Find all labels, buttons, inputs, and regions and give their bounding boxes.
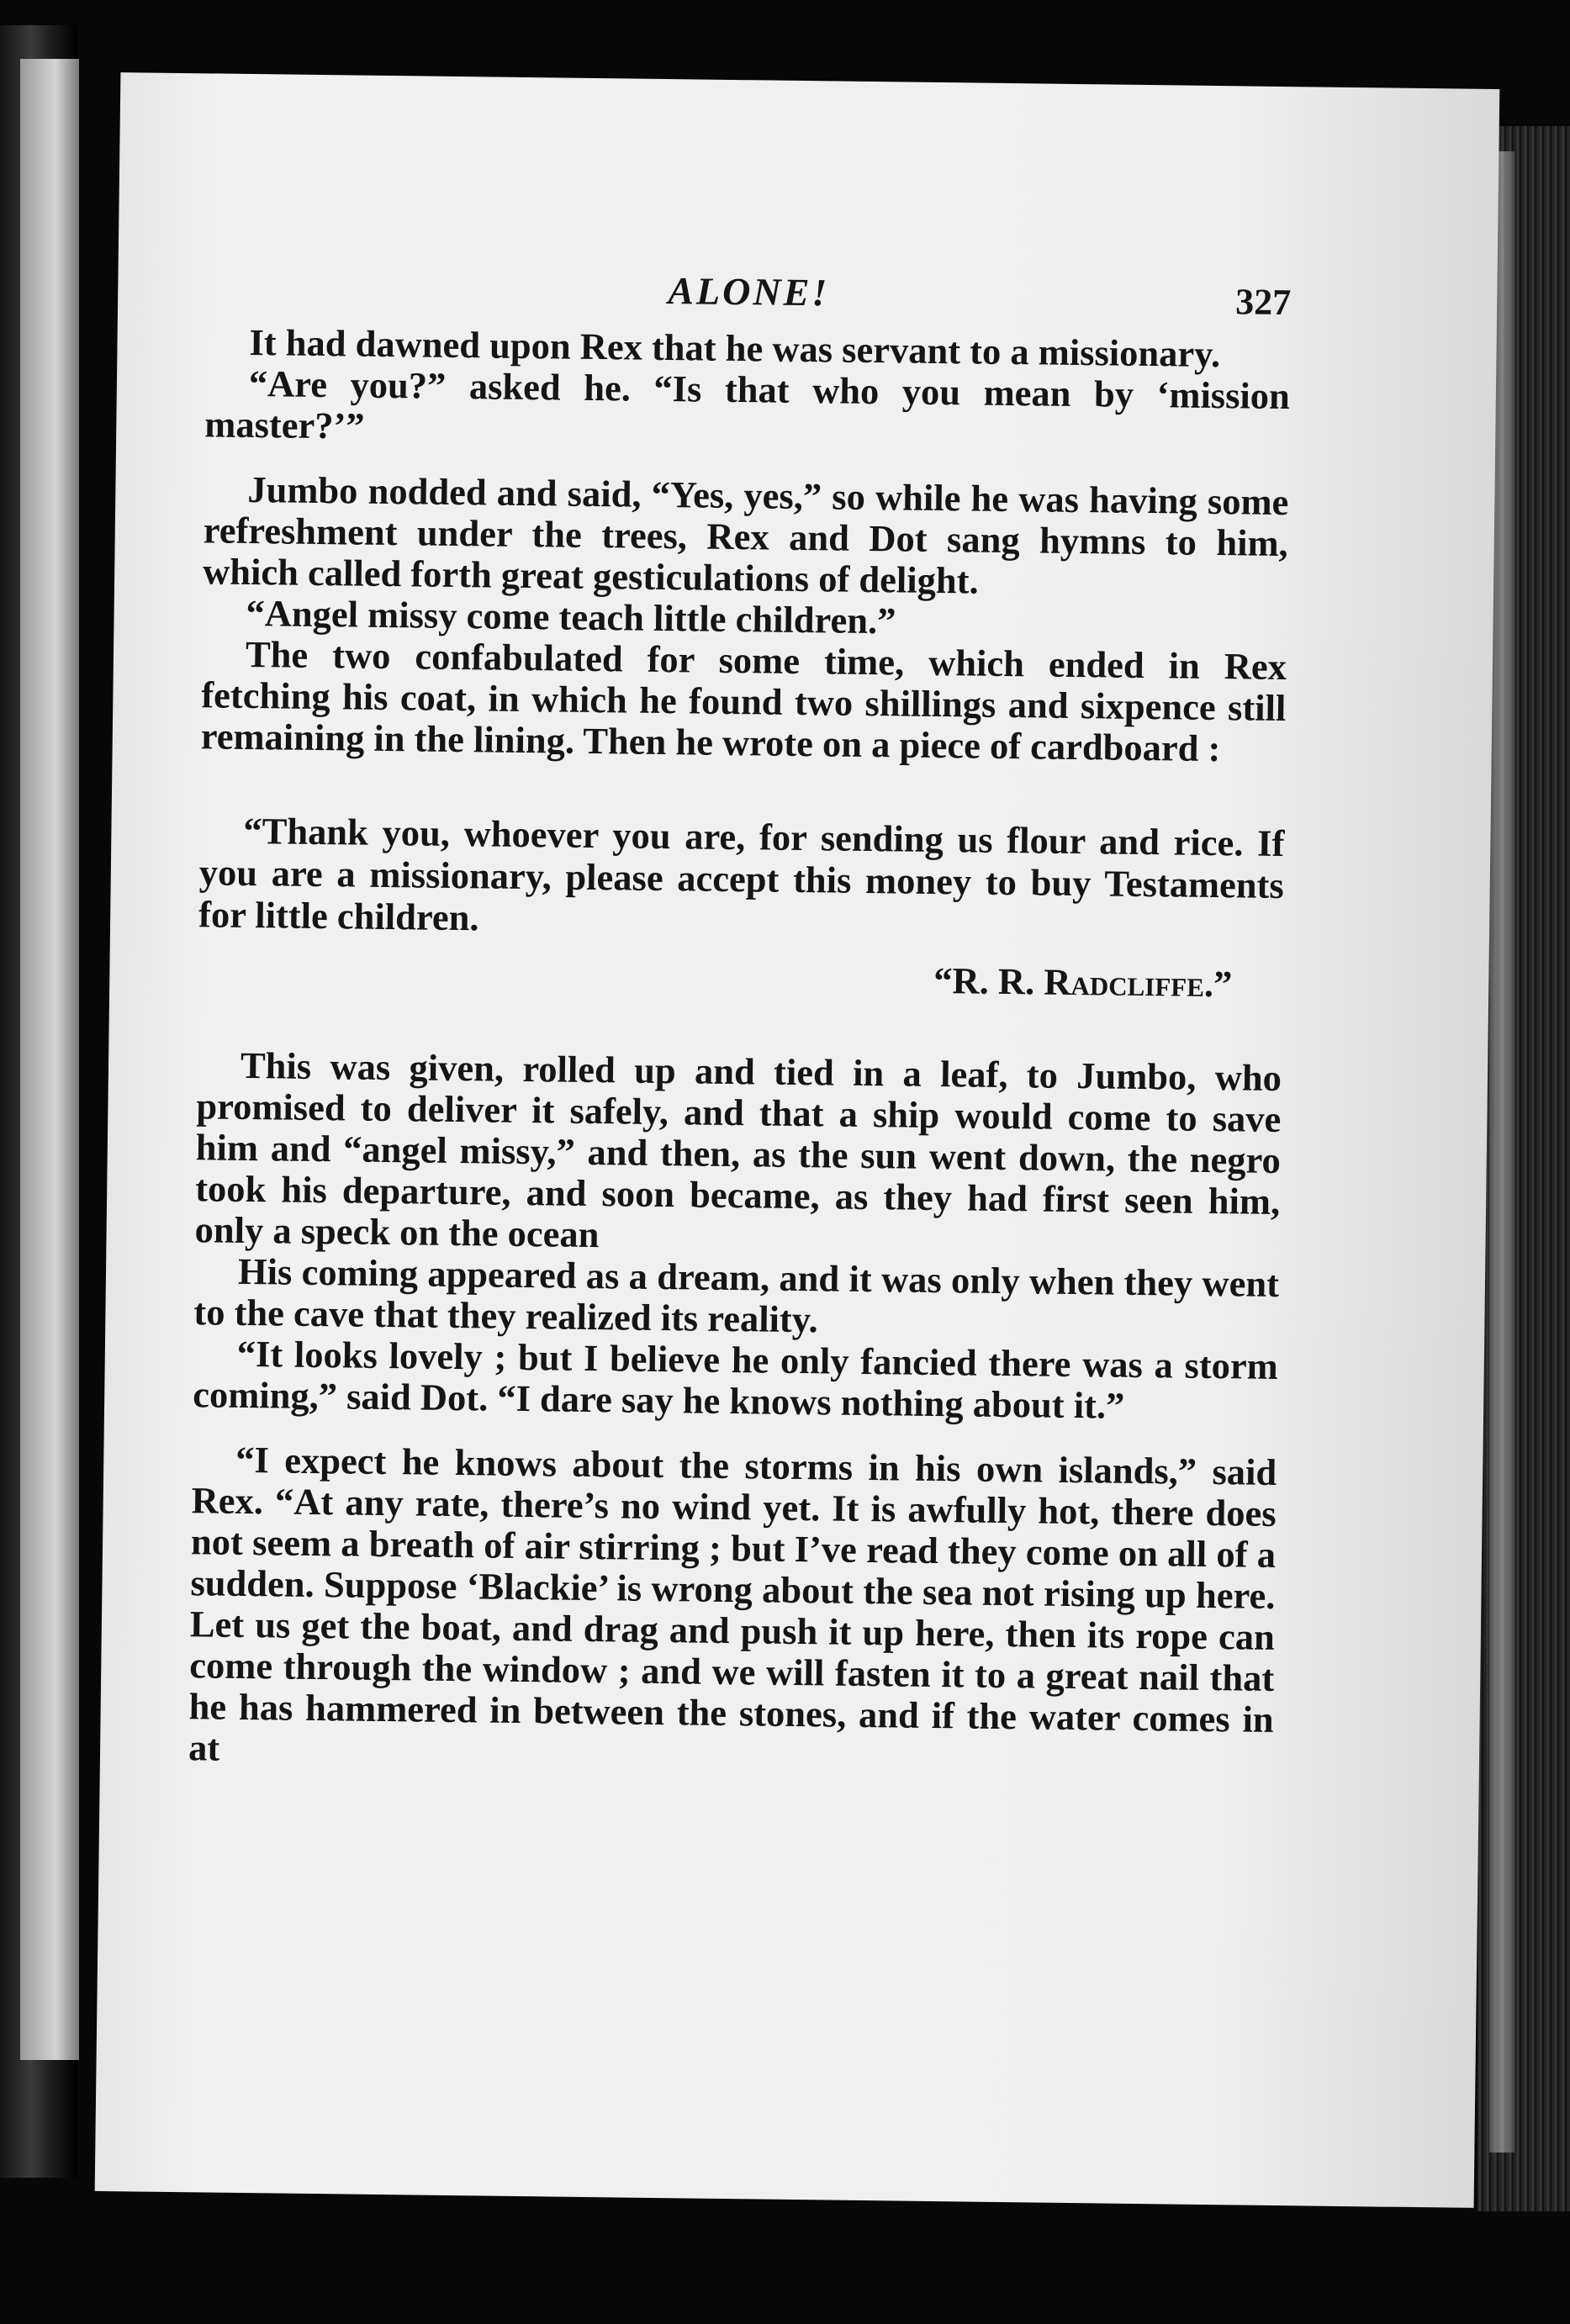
signature-initials: “R. R. [933,959,1044,1003]
paragraph: It had dawned upon Rex that he was servant to a missionary. [249,320,1221,376]
book-page [95,72,1500,2208]
page-content [188,262,1292,1782]
paragraph: “Angel missy come teach little children.” [246,591,896,642]
letter-body: “Thank you, whoever you are, for sending us flour and rice. If you are a missionary, please accept this money to buy Testaments for little children. [198,809,1285,939]
paragraph: “Are you?” asked he. “Is that who you mean by ‘mission master?’” [204,362,1291,447]
paragraph: His coming appeared as a dream, and it was only when they went to the cave that they realized its reality. [193,1249,1280,1341]
paragraph: This was given, rolled up and tied in a leaf, to Jumbo, who promised to deliver it safely, and that a ship would come to save him and “angel missy,” and then, as the sun went down, the negro took his departure, and soon became, as they had first seen him, only a speck on the ocean [194,1043,1282,1256]
left-page-edge [20,59,79,2060]
running-title: ALONE! [668,269,830,314]
signature-name: Radcliffe.” [1044,960,1233,1006]
paragraph: “I expect he knows about the storms in his own islands,” said Rex. “At any rate, there’s no wind yet. It is awfully hot, there does not seem a breath of air stirring ; but I’ve read they come on all of a sudden. Suppose ‘Blackie’ is wrong about the sea not rising up here. Let us get the boat, and drag and push it up here, then its rope can come through the window ; and we will fasten it to a great nail that he has hammered in between the stones, and if the water comes in at [188,1438,1277,1769]
page-number: 327 [1234,281,1292,324]
paragraph: “It looks lovely ; but I believe he only fancied there was a storm coming,” said Dot. “I dare say he knows nothing about it.” [192,1332,1279,1427]
paragraph: The two confabulated for some time, which ended in Rex fetching his coat, in which he found two shillings and sixpence still remaining in the lining. Then he wrote on a piece of cardboard : [200,632,1287,770]
paragraph: Jumbo nodded and said, “Yes, yes,” so while he was having some refreshment under the trees, Rex and Dot sang hymns to him, which called forth great gesticulations of delight. [202,467,1289,602]
